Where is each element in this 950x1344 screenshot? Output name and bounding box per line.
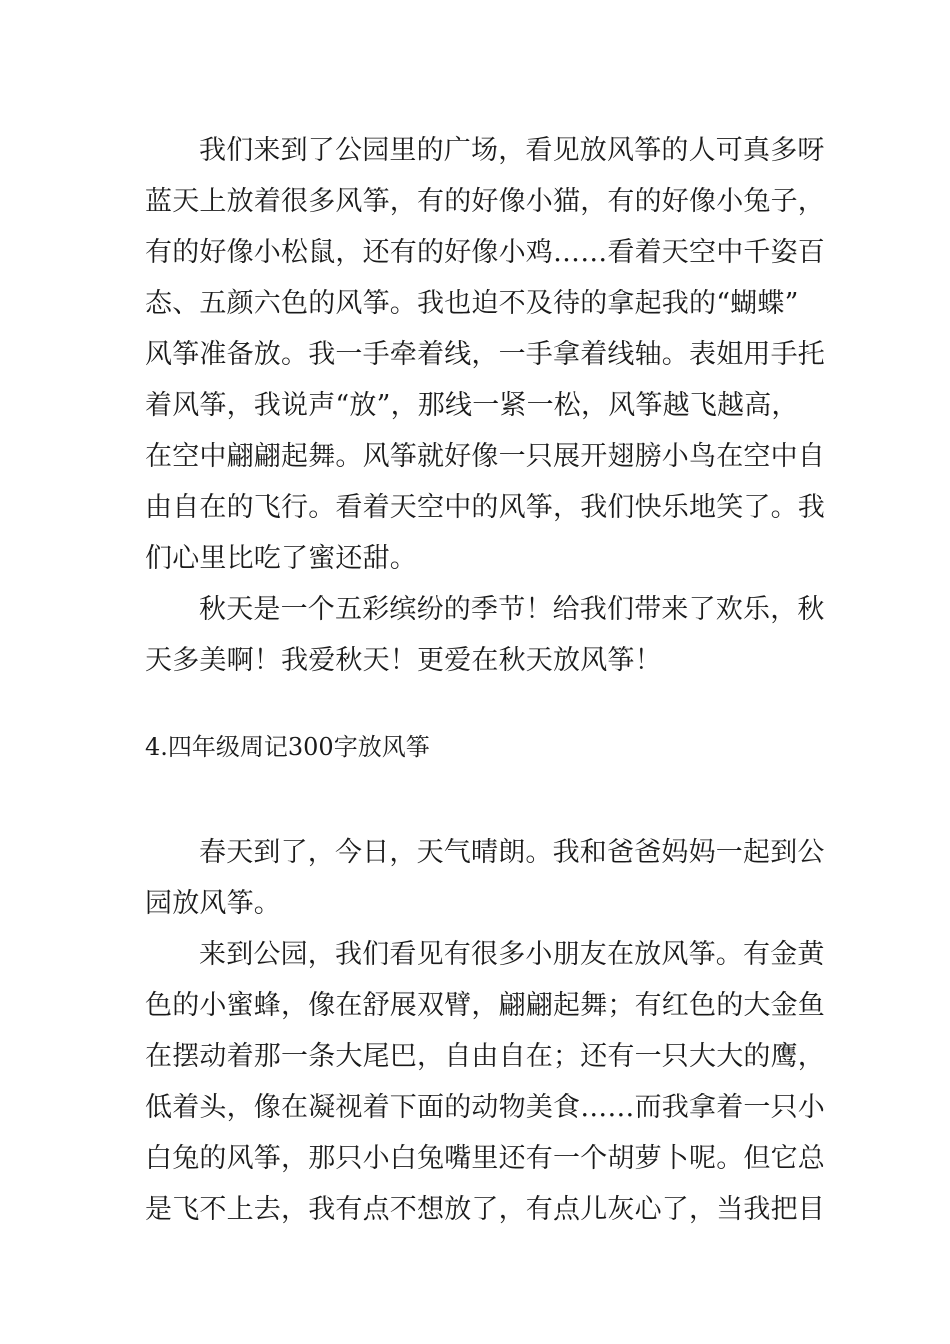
text-line: 们心里比吃了蜜还甜。 bbox=[145, 543, 417, 574]
text-line: 园放风筝。 bbox=[145, 888, 281, 919]
text-line: 有的好像小松鼠，还有的好像小鸡……看着天空中千姿百 bbox=[145, 237, 825, 268]
text-line: 低着头，像在凝视着下面的动物美食……而我拿着一只小 bbox=[145, 1092, 825, 1123]
text-line: 由自在的飞行。看着天空中的风筝，我们快乐地笑了。我 bbox=[145, 492, 825, 523]
text-line: 秋天是一个五彩缤纷的季节！给我们带来了欢乐，秋 bbox=[199, 594, 825, 625]
text-line: 我们来到了公园里的广场，看见放风筝的人可真多呀 bbox=[199, 135, 825, 166]
text-line: 色的小蜜蜂，像在舒展双臂，翩翩起舞；有红色的大金鱼 bbox=[145, 990, 825, 1021]
text-line: 风筝准备放。我一手牵着线，一手拿着线轴。表姐用手托 bbox=[145, 339, 825, 370]
text-line: 春天到了，今日，天气晴朗。我和爸爸妈妈一起到公 bbox=[199, 837, 825, 868]
text-line: 白兔的风筝，那只小白兔嘴里还有一个胡萝卜呢。但它总 bbox=[145, 1143, 825, 1174]
text-line: 着风筝，我说声“放”，那线一紧一松，风筝越飞越高， bbox=[145, 390, 799, 421]
section-heading: 4.四年级周记300字放风筝 bbox=[145, 733, 430, 761]
text-line: 在摆动着那一条大尾巴，自由自在；还有一只大大的鹰， bbox=[145, 1041, 825, 1072]
text-line: 天多美啊！我爱秋天！更爱在秋天放风筝！ bbox=[145, 645, 662, 676]
text-line: 蓝天上放着很多风筝，有的好像小猫，有的好像小兔子， bbox=[145, 186, 825, 217]
text-line: 是飞不上去，我有点不想放了，有点儿灰心了，当我把目 bbox=[145, 1194, 825, 1225]
text-line: 态、五颜六色的风筝。我也迫不及待的拿起我的“蝴蝶” bbox=[145, 288, 799, 319]
text-line: 来到公园，我们看见有很多小朋友在放风筝。有金黄 bbox=[199, 939, 825, 970]
text-line: 在空中翩翩起舞。风筝就好像一只展开翅膀小鸟在空中自 bbox=[145, 441, 825, 472]
